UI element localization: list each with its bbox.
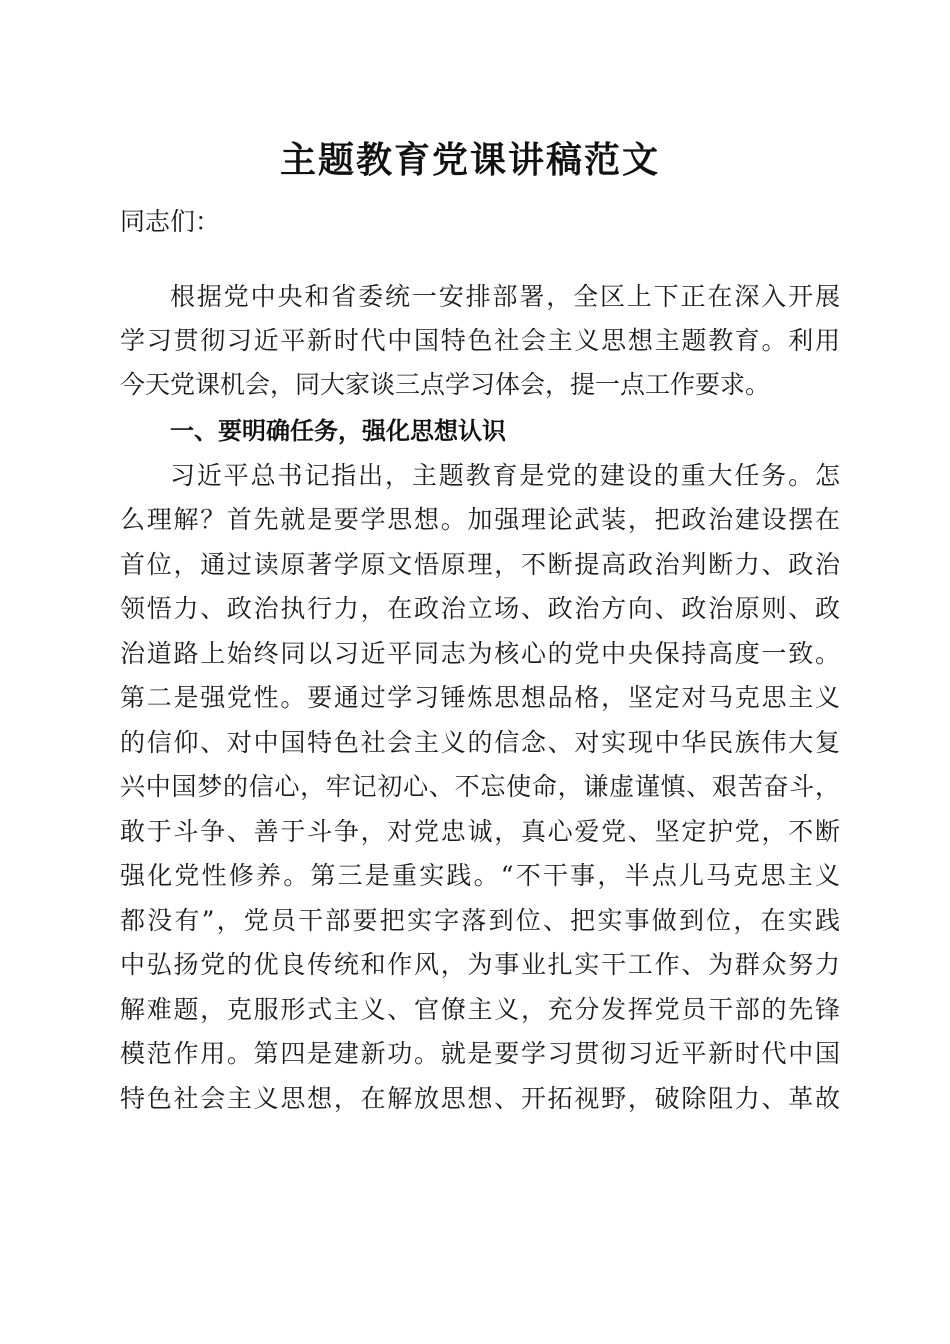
body-line: 都没有”，党员干部要把实字落到位、把实事做到位，在实践 <box>120 906 840 935</box>
body-line: 敢于斗争、善于斗争，对党忠诚，真心爱党、坚定护党，不断 <box>120 817 840 846</box>
body-line: 强化党性修养。第三是重实践。“不干事，半点儿马克思主义 <box>120 861 840 890</box>
section-heading: 一、要明确任务，强化思想认识 <box>170 417 506 445</box>
intro-line: 学习贯彻习近平新时代中国特色社会主义思想主题教育。利用 <box>120 326 840 355</box>
body-line: 习近平总书记指出，主题教育是党的建设的重大任务。怎 <box>170 461 840 490</box>
body-line: 模范作用。第四是建新功。就是要学习贯彻习近平新时代中国 <box>120 1039 840 1068</box>
intro-line: 根据党中央和省委统一安排部署，全区上下正在深入开展 <box>170 282 840 311</box>
body-line: 第二是强党性。要通过学习锤炼思想品格，坚定对马克思主义 <box>120 683 840 712</box>
intro-line: 今天党课机会，同大家谈三点学习体会，提一点工作要求。 <box>120 370 771 399</box>
body-line: 兴中国梦的信心，牢记初心、不忘使命，谦虚谨慎、艰苦奋斗， <box>120 772 840 801</box>
body-line: 的信仰、对中国特色社会主义的信念、对实现中华民族伟大复 <box>120 728 840 757</box>
body-line: 特色社会主义思想，在解放思想、开拓视野，破除阻力、革故 <box>120 1084 840 1113</box>
body-line: 解难题，克服形式主义、官僚主义，充分发挥党员干部的先锋 <box>120 995 840 1024</box>
body-line: 治道路上始终同以习近平同志为核心的党中央保持高度一致。 <box>120 639 840 668</box>
document-title: 主题教育党课讲稿范文 <box>279 139 660 181</box>
body-line: 首位，通过读原著学原文悟原理，不断提高政治判断力、政治 <box>120 550 840 579</box>
salutation: 同志们： <box>120 207 221 236</box>
body-line: 领悟力、政治执行力，在政治立场、政治方向、政治原则、政 <box>120 594 840 623</box>
body-line: 中弘扬党的优良传统和作风，为事业扎实干工作、为群众努力 <box>120 950 840 979</box>
body-line: 么理解？首先就是要学思想。加强理论武装，把政治建设摆在 <box>120 505 840 534</box>
